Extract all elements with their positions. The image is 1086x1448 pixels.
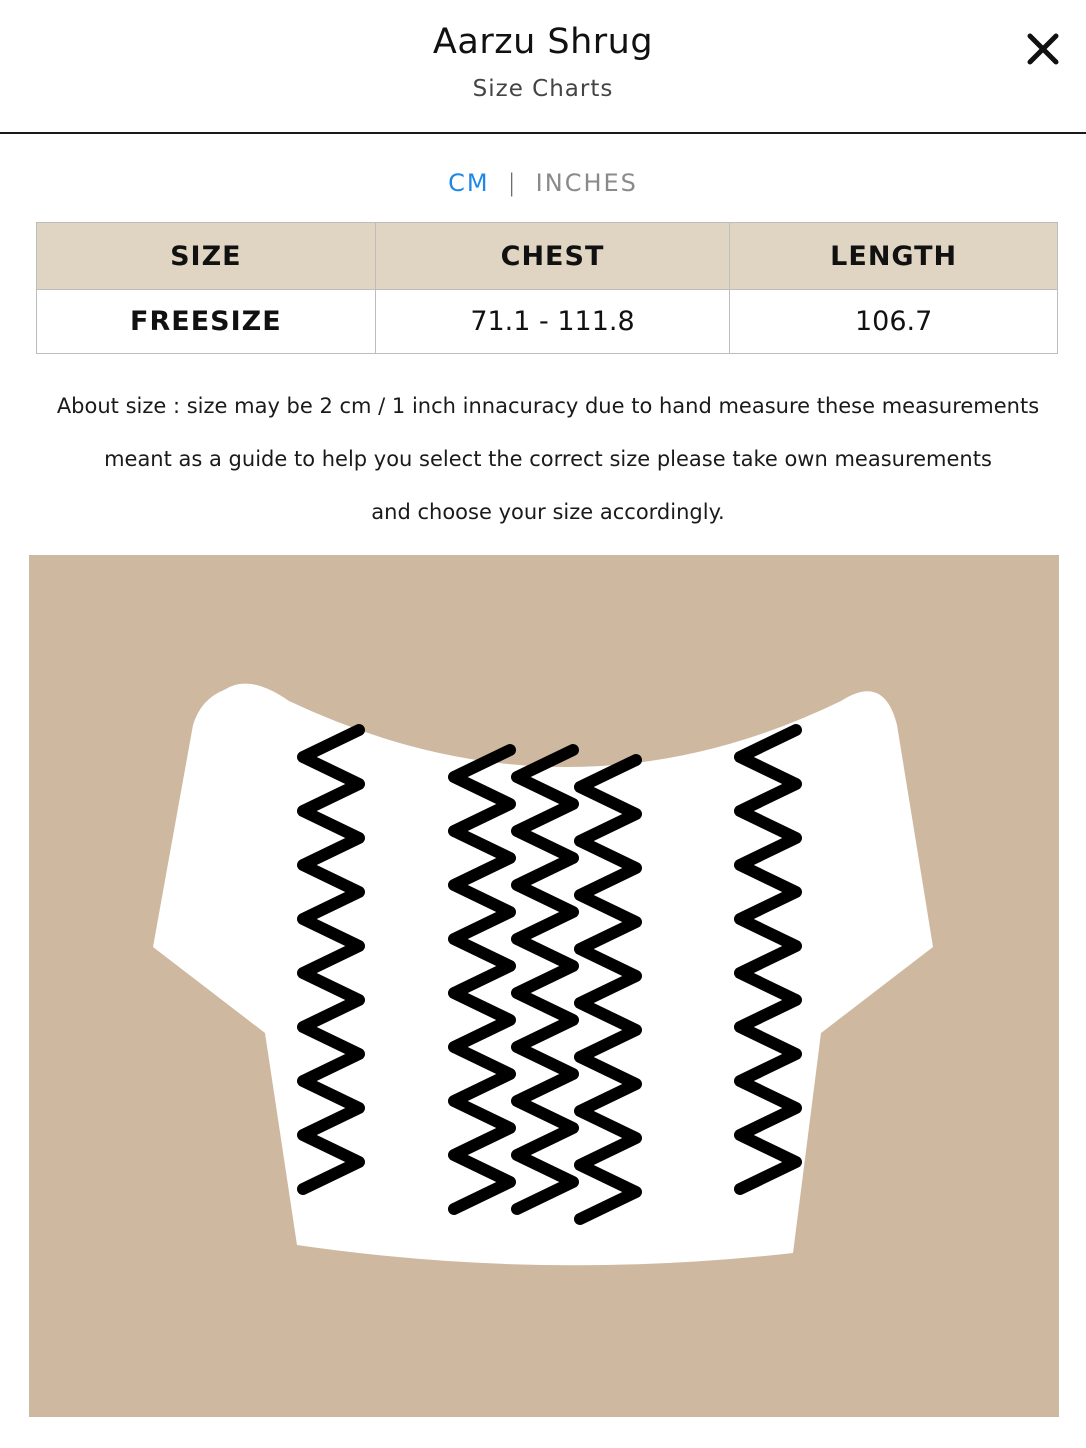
- size-note-line: and choose your size accordingly.: [371, 500, 725, 524]
- product-title: Aarzu Shrug: [432, 22, 654, 62]
- header-chest: CHEST: [375, 223, 730, 290]
- table-row: [37, 290, 1058, 354]
- unit-inches-tab[interactable]: INCHES: [535, 169, 638, 197]
- size-note: [30, 380, 1066, 539]
- header-length: LENGTH: [730, 223, 1058, 290]
- modal-subtitle: Size Charts: [472, 76, 614, 102]
- size-table: [36, 222, 1058, 354]
- size-note-line: About size : size may be 2 cm / 1 inch innacuracy due to hand measure these measurements: [56, 394, 1040, 418]
- size-note-line: meant as a guide to help you select the correct size please take own measurements: [104, 447, 992, 471]
- table-header-row: [37, 223, 1058, 290]
- cell-length: 106.7: [730, 290, 1058, 354]
- close-button[interactable]: [1020, 26, 1066, 72]
- close-icon: [1020, 26, 1066, 72]
- shrug-garment-illustration: [29, 555, 1059, 1417]
- unit-cm-tab[interactable]: CM: [448, 169, 490, 197]
- unit-toggle: [0, 168, 1086, 204]
- cell-size: FREESIZE: [37, 290, 376, 354]
- cell-chest: 71.1 - 111.8: [375, 290, 730, 354]
- header-size: SIZE: [37, 223, 376, 290]
- unit-separator: |: [507, 169, 518, 197]
- product-illustration: [29, 555, 1059, 1417]
- modal-header: [0, 0, 1086, 134]
